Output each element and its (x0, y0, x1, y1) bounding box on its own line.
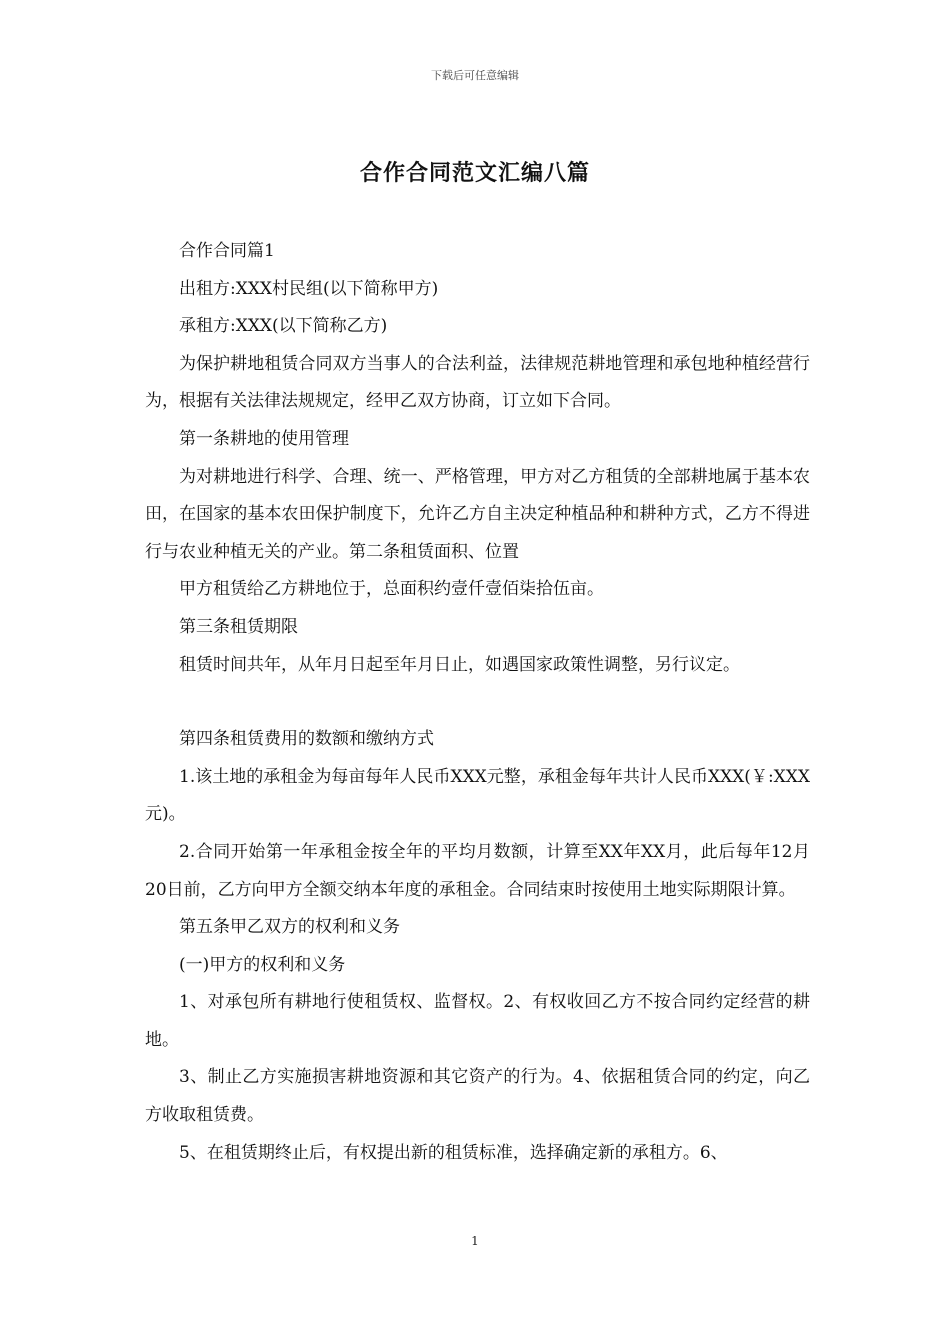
section-heading: 合作合同篇1 (179, 241, 275, 261)
subsection-heading: (一)甲方的权利和义务 (179, 954, 346, 975)
paragraph: 租赁时间共年，从年月日起至年月日止，如遇国家政策性调整，另行议定。 (179, 654, 740, 675)
blank-line (145, 684, 810, 721)
lessee-line: 承租方:XXX(以下简称乙方) (179, 316, 388, 337)
paragraph: 3、制止乙方实施损害耕地资源和其它资产的行为。4、依据租赁合同的约定，向乙方收取租赁费。 (145, 1067, 810, 1126)
document-title: 合作合同范文汇编八篇 (359, 160, 590, 186)
page-header: 下载后可任意编辑 (431, 69, 519, 82)
article-heading: 第四条租赁费用的数额和缴纳方式 (179, 729, 434, 750)
paragraph: 2.合同开始第一年承租金按全年的平均月数额，计算至XX年XX月，此后每年12月20日前，乙方向甲方全额交纳本年度的承租金。合同结束时按使用土地实际期限计算。 (145, 841, 810, 900)
paragraph: 甲方租赁给乙方耕地位于，总面积约壹仟壹佰柒拾伍亩。 (179, 579, 604, 600)
article-heading: 第一条耕地的使用管理 (179, 428, 349, 449)
page-number: 1 (471, 1234, 479, 1248)
document-body (145, 233, 810, 1172)
article-heading: 第三条租赁期限 (179, 616, 298, 637)
paragraph: 1.该土地的承租金为每亩每年人民币XXX元整，承租金每年共计人民币XXX(￥:XXX元)。 (145, 766, 810, 825)
article-heading: 第五条甲乙双方的权利和义务 (179, 917, 400, 938)
paragraph: 5、在租赁期终止后，有权提出新的租赁标准，选择确定新的承租方。6、 (179, 1142, 728, 1163)
paragraph: 1、对承包所有耕地行使租赁权、监督权。2、有权收回乙方不按合同约定经营的耕地。 (145, 992, 810, 1050)
paragraph: 为对耕地进行科学、合理、统一、严格管理，甲方对乙方租赁的全部耕地属于基本农田，在国家的基本农田保护制度下，允许乙方自主决定种植品种和耕种方式，乙方不得进行与农业种植无关的产业。第二条租赁面积、位置 (145, 466, 810, 562)
lessor-line: 出租方:XXX村民组(以下简称甲方) (179, 278, 439, 299)
paragraph: 为保护耕地租赁合同双方当事人的合法利益，法律规范耕地管理和承包地种植经营行为，根据有关法律法规规定，经甲乙双方协商，订立如下合同。 (145, 353, 810, 412)
